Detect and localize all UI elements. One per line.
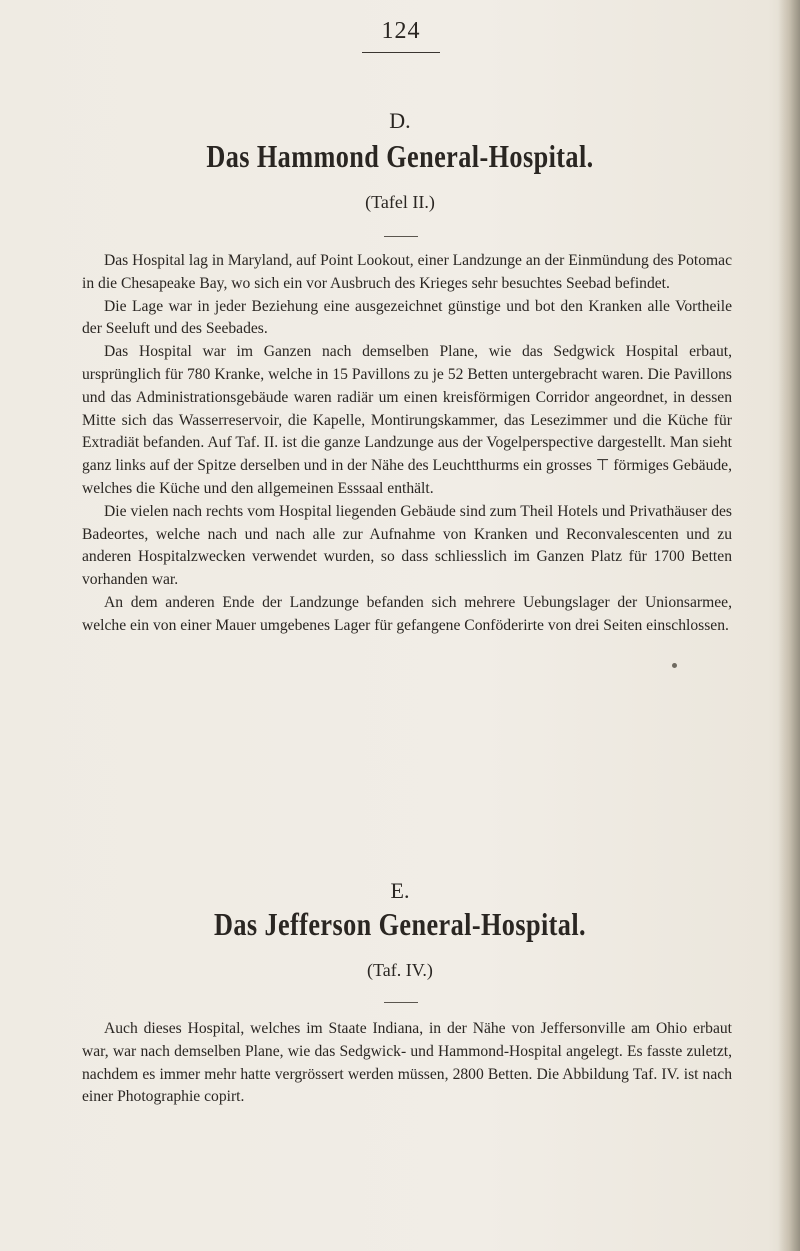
section-e-letter: E. [390,878,410,903]
section-d-paragraph: Die Lage war in jeder Beziehung eine ausgezeichnet günstige und bot den Kranken alle Vortheile der Seeluft und des Seebades. [82,297,732,338]
page-number: 124 [381,18,421,44]
section-e-divider [384,1002,418,1003]
ink-speck [672,663,677,668]
section-d-subtitle: (Tafel II.) [365,192,435,212]
section-d-paragraph: An dem anderen Ende der Landzunge befanden sich mehrere Uebungslager der Unionsarmee, welche ein von einer Mauer umgebenes Lager für gefangene Conföderirte von drei Seiten einschlossen. [82,593,732,634]
page-edge-shadow [778,0,800,1251]
section-d-paragraph: Die vielen nach rechts vom Hospital liegenden Gebäude sind zum Theil Hotels und Privathäuser des Badeortes, welche nach und nach alle zur Aufnahme von Kranken und Reconvalescenten und zu anderen Hospitalzwecken verwendet wurden, so dass schliesslich im Ganzen Platz für 1700 Betten vorhanden war. [82,502,732,589]
section-d-paragraph: Das Hospital lag in Maryland, auf Point Lookout, einer Landzunge an der Einmündung des Potomac in die Chesapeake Bay, wo sich ein vor Ausbruch des Krieges sehr besuchtes Seebad befindet. [82,252,732,292]
section-e-title: Das Jefferson General-Hospital. [214,906,586,942]
section-d-divider [384,236,418,237]
section-d-paragraph: Das Hospital war im Ganzen nach demselben Plane, wie das Sedgwick Hospital erbaut, ursprünglich für 780 Kranke, welche in 15 Pavillons zu je 52 Betten untergebracht waren. Die Pavillons und das Administrationsgebäude waren radiär um einen kreisförmigen Corridor angeordnet, in dessen Mitte sich das Wasserreservoir, die Kapelle, Montirungskammer, das Lesezimmer und die Küche für Extradiät befanden. Auf Taf. II. ist die ganze Landzunge aus der Vogelperspective dargestellt. Man sieht ganz links auf der Spitze derselben und in der Nähe des Leuchtthurms ein grosses ⊤ förmiges Gebäude, welches die Küche und den allgemeinen Esssaal enthält. [82,343,732,497]
section-d-body [82,250,732,638]
section-d-title: Das Hammond General-Hospital. [206,138,594,174]
section-e-body [82,1018,732,1109]
section-e-subtitle: (Taf. IV.) [367,960,433,980]
section-e-paragraph: Auch dieses Hospital, welches im Staate Indiana, in der Nähe von Jeffersonville am Ohio erbaut war, war nach demselben Plane, wie das Sedgwick- und Hammond-Hospital angelegt. Es fasste zuletzt, nachdem es immer mehr hatte vergrössert werden müssen, 2800 Betten. Die Abbildung Taf. IV. ist nach einer Photographie copirt. [82,1020,732,1106]
page-number-rule [362,52,440,53]
section-d-letter: D. [389,108,411,133]
